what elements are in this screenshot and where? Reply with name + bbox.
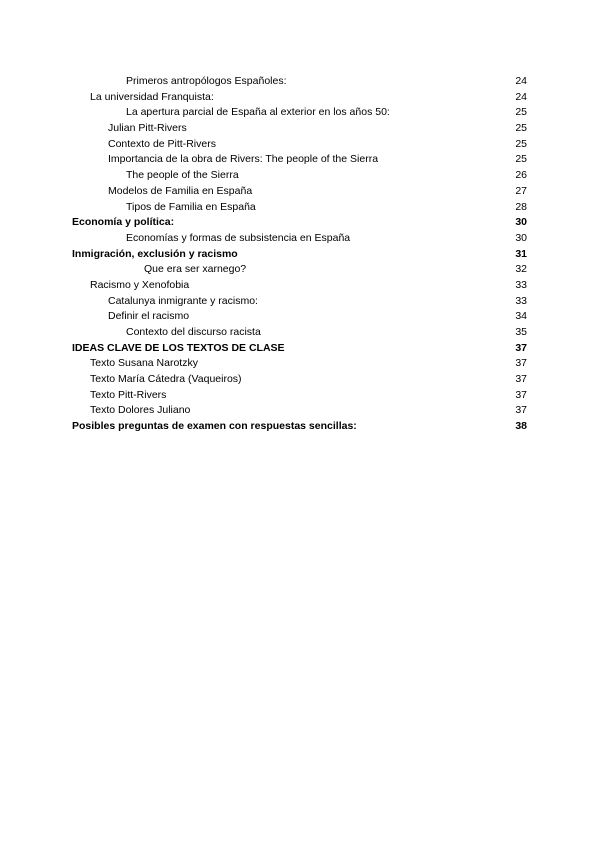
toc-entry-label: Texto Susana Narotzky [90,357,198,370]
toc-entry-page: 33 [515,278,527,291]
table-of-contents [72,74,527,435]
toc-entry-label: La apertura parcial de España al exterior en los años 50: [126,106,390,119]
toc-heading-page: 31 [515,247,527,260]
toc-entry-label: Definir el racismo [108,310,190,323]
toc-entry-page: 33 [515,294,527,307]
toc-entry-page: 24 [515,90,527,103]
toc-entry[interactable] [72,137,527,153]
toc-entry-label: Contexto del discurso racista [126,326,261,338]
toc-entry-page: 32 [515,263,527,276]
toc-entry-label: Catalunya inmigrante y racismo: [108,294,258,307]
toc-entry[interactable] [72,74,527,90]
toc-entry-page: 37 [515,373,527,386]
toc-entry-label: Texto Dolores Juliano [90,404,191,417]
toc-entry[interactable] [72,309,527,325]
toc-entry-label: Julian Pitt-Rivers [108,122,187,135]
toc-entry[interactable] [72,105,527,121]
toc-entry-label: Economías y formas de subsistencia en España [126,231,351,244]
toc-entry[interactable] [72,372,527,388]
toc-entry-label: Contexto de Pitt-Rivers [108,137,216,150]
toc-entry-page: 35 [515,326,527,338]
toc-entry-page: 37 [515,404,527,417]
toc-entry-page: 26 [515,169,527,182]
toc-entry[interactable] [72,152,527,168]
toc-entry-label: Importancia de la obra de Rivers: The people of the Sierra [108,153,379,166]
toc-entry-label: Que era ser xarnego? [144,263,247,276]
toc-entry-page: 28 [515,200,527,213]
toc-entry-label: Modelos de Familia en España [108,184,253,197]
toc-entry-label: Texto Pitt-Rivers [90,388,167,401]
toc-entry-label: The people of the Sierra [126,169,239,182]
toc-entry-page: 25 [515,137,527,150]
toc-entry-label: La universidad Franquista: [90,90,214,103]
toc-entry[interactable] [72,325,527,341]
toc-entry[interactable] [72,356,527,372]
toc-entry[interactable] [72,403,527,419]
toc-entry[interactable] [72,294,527,310]
toc-entry[interactable] [72,121,527,137]
toc-entry[interactable] [72,278,527,294]
toc-entry[interactable] [72,262,527,278]
toc-entry[interactable] [72,200,527,216]
toc-entry[interactable] [72,388,527,404]
toc-heading-label: IDEAS CLAVE DE LOS TEXTOS DE CLASE [72,341,285,354]
toc-entry-page: 37 [515,357,527,370]
toc-entry-page: 25 [515,153,527,166]
toc-entry-page: 27 [515,184,527,197]
toc-heading-page: 30 [515,216,527,229]
toc-entry[interactable] [72,168,527,184]
toc-entry-label: Texto María Cátedra (Vaqueiros) [90,373,242,386]
toc-heading[interactable] [72,341,527,357]
toc-entry-page: 25 [515,106,527,119]
toc-entry[interactable] [72,184,527,200]
toc-heading-label: Inmigración, exclusión y racismo [72,247,238,260]
toc-heading[interactable] [72,215,527,231]
toc-heading[interactable] [72,419,527,435]
toc-entry-label: Primeros antropólogos Españoles: [126,75,287,87]
toc-entry-label: Racismo y Xenofobia [90,278,190,291]
toc-heading-label: Economía y política: [72,216,175,229]
toc-entry[interactable] [72,90,527,106]
toc-heading-page: 37 [515,341,527,354]
toc-heading-page: 38 [515,420,527,433]
toc-entry-page: 30 [515,231,527,244]
toc-entry-page: 25 [515,122,527,135]
toc-heading[interactable] [72,247,527,263]
toc-entry-page: 34 [515,310,527,323]
toc-entry-label: Tipos de Familia en España [126,200,256,213]
toc-entry-page: 24 [515,75,527,87]
toc-entry-page: 37 [515,388,527,401]
toc-entry[interactable] [72,231,527,247]
toc-heading-label: Posibles preguntas de examen con respuestas sencillas: [72,420,357,433]
